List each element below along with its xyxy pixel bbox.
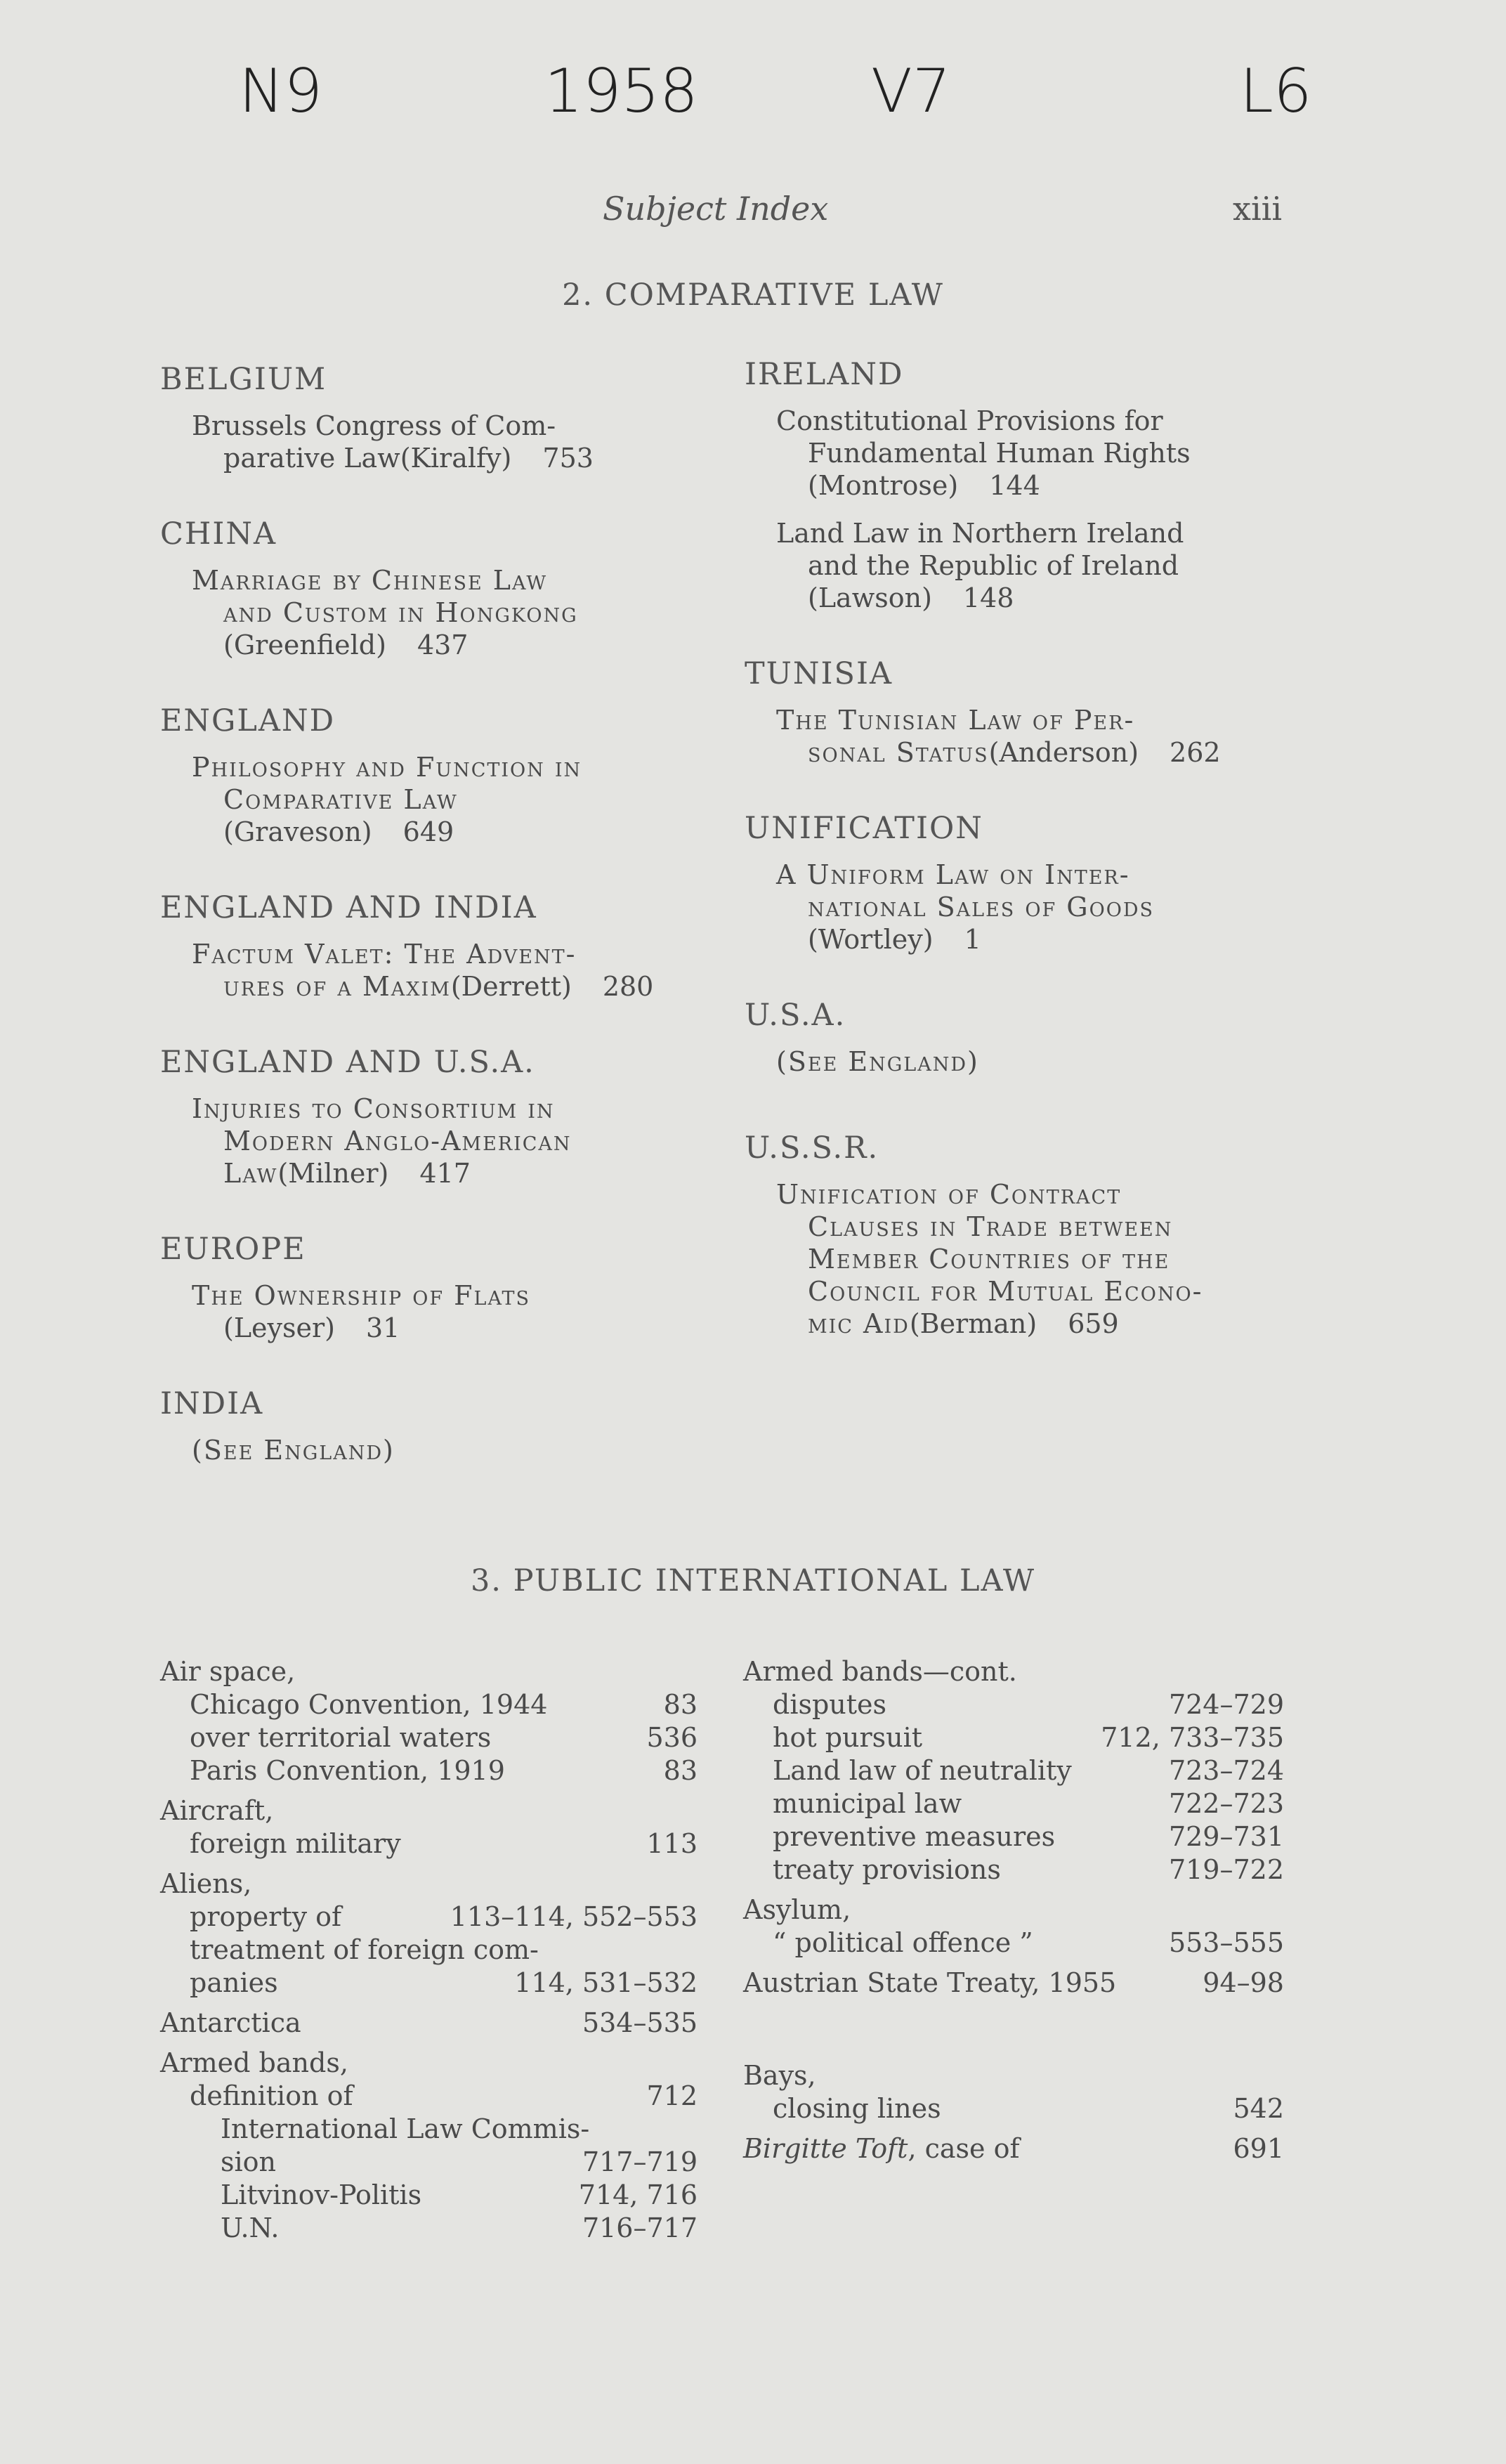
country-heading: CHINA [160, 516, 277, 552]
running-title: Subject Index [603, 190, 829, 228]
spacer [160, 1860, 698, 1867]
entry-author-line [776, 582, 1285, 614]
index-term: Land law of neutrality [773, 1755, 1072, 1786]
index-page-ref: 113–114, 552–553 [450, 1901, 698, 1932]
index-term: preventive measures [773, 1821, 1056, 1852]
article-entry [745, 859, 1285, 956]
article-title-line: Constitutional Provisions for [776, 405, 1163, 436]
article-title-line: ures of a Maxim [223, 971, 451, 1002]
index-entry [743, 1820, 1284, 1853]
index-entry [743, 2059, 1284, 2092]
index-term: panies [190, 1967, 278, 1998]
index-page-ref: 724–729 [1168, 1689, 1284, 1720]
index-entry [160, 1934, 698, 1967]
article-title-line: (See England) [776, 1046, 979, 1077]
index-term: Antarctica [160, 2007, 301, 2038]
index-term: Bays, [743, 2060, 816, 2091]
country-block [160, 1232, 701, 1344]
index-term: closing lines [773, 2093, 941, 2124]
index-right-column [743, 1655, 1284, 2165]
index-term: property of [190, 1901, 342, 1932]
country-block [160, 703, 701, 848]
article-title-line: A Uniform Law on Inter- [776, 859, 1130, 890]
article-title-line: Member Countries of the [808, 1244, 1170, 1275]
country-block [745, 656, 1285, 769]
author: (Anderson) [988, 737, 1139, 768]
handwritten-mark-2: 1958 [544, 56, 698, 126]
article-title-line: Council for Mutual Econo- [808, 1276, 1203, 1307]
index-entry [743, 1655, 1284, 1688]
article-entry [160, 751, 701, 848]
entry-last-line [192, 442, 701, 474]
author: (Derrett) [450, 971, 572, 1002]
index-entry [160, 1721, 698, 1754]
index-page-ref: 83 [663, 1689, 698, 1720]
article-title-line: (See England) [192, 1435, 395, 1466]
country-block [745, 998, 1285, 1078]
index-page-ref: 722–723 [1168, 1788, 1284, 1819]
author: (Kiralfy) [400, 443, 512, 474]
article-title-line: The Ownership of Flats [192, 1280, 530, 1311]
article-title-line: national Sales of Goods [808, 892, 1155, 923]
index-page-ref: 113 [646, 1828, 698, 1859]
handwritten-mark-1: N9 [239, 56, 323, 126]
index-entry [743, 1721, 1284, 1754]
spacer [160, 2000, 698, 2007]
index-term: Austrian State Treaty, 1955 [743, 1967, 1117, 1998]
index-page-ref: 94–98 [1203, 1967, 1284, 1998]
index-term: Aircraft, [160, 1795, 274, 1826]
article-title-line: The Tunisian Law of Per- [776, 705, 1135, 736]
index-page-ref: 83 [663, 1755, 698, 1786]
index-entry [160, 1867, 698, 1901]
index-entry [743, 1967, 1284, 2000]
index-entry [743, 2092, 1284, 2125]
index-entry [743, 1787, 1284, 1820]
index-term: disputes [773, 1689, 887, 1720]
comparative-law-right-column [745, 357, 1285, 1382]
index-term: definition of [190, 2080, 353, 2111]
page-ref: 144 [989, 470, 1040, 501]
entry-last-line [192, 970, 701, 1003]
section-heading-comparative-law: 2. COMPARATIVE LAW [562, 278, 944, 313]
article-entry [160, 1434, 701, 1466]
page-ref: 1 [964, 924, 981, 955]
author: (Graveson) [223, 816, 372, 847]
country-heading: UNIFICATION [745, 811, 983, 846]
author: (Milner) [277, 1158, 389, 1189]
index-entry [160, 1794, 698, 1827]
article-title-line: Modern Anglo-American [223, 1126, 572, 1156]
country-heading: TUNISIA [745, 656, 893, 691]
spacer [743, 2125, 1284, 2132]
country-block [160, 1386, 701, 1466]
index-term: Air space, [160, 1656, 296, 1687]
index-term: Aliens, [160, 1868, 252, 1899]
page-ref: 262 [1170, 737, 1221, 768]
article-title-line: Marriage by Chinese Law [192, 565, 548, 596]
index-term: Armed bands—cont. [743, 1656, 1017, 1687]
article-entry [745, 405, 1285, 502]
handwritten-mark-4: L6 [1240, 56, 1312, 126]
country-heading: ENGLAND [160, 703, 336, 738]
index-term: Chicago Convention, 1944 [190, 1689, 548, 1720]
spacer [743, 1960, 1284, 1967]
index-term: foreign military [190, 1828, 401, 1859]
article-entry [160, 410, 701, 474]
comparative-law-left-column [160, 362, 701, 1508]
country-heading: IRELAND [745, 357, 904, 392]
country-heading: EUROPE [160, 1232, 306, 1267]
index-entry [160, 2146, 698, 2179]
entry-last-line [192, 1157, 701, 1189]
index-term: Armed bands, [160, 2047, 348, 2078]
page-ref: 437 [417, 630, 469, 660]
index-entry [160, 2113, 698, 2146]
page-ref: 649 [402, 816, 454, 847]
index-entry [743, 1853, 1284, 1886]
page-ref: 148 [962, 582, 1014, 613]
spacer [743, 2000, 1284, 2059]
index-page-ref: 553–555 [1168, 1927, 1284, 1958]
article-title-line: Injuries to Consortium in [192, 1093, 555, 1124]
index-entry [160, 2179, 698, 2212]
country-heading: BELGIUM [160, 362, 327, 397]
index-page-ref: 716–717 [582, 2212, 698, 2243]
country-heading: U.S.A. [745, 998, 846, 1033]
index-term: Litvinov-Politis [221, 2179, 422, 2210]
spacer [743, 1886, 1284, 1893]
index-left-column [160, 1655, 698, 2245]
index-entry [743, 1927, 1284, 1960]
index-term: “ political offence ” [773, 1927, 1033, 1958]
page-ref: 417 [419, 1158, 471, 1189]
article-title-line: Land Law in Northern Ireland [776, 518, 1184, 549]
page-ref: 753 [542, 443, 594, 474]
index-term: Asylum, [743, 1894, 851, 1925]
article-title-line: parative Law [223, 443, 400, 474]
article-title-line: Clauses in Trade between [808, 1211, 1173, 1242]
article-entry [745, 1045, 1285, 1078]
article-entry [160, 938, 701, 1003]
country-block [160, 362, 701, 474]
page-number: xiii [1233, 190, 1283, 228]
article-entry [160, 1279, 701, 1344]
spacer [160, 2040, 698, 2047]
entry-last-line [776, 1308, 1285, 1340]
index-entry [160, 1754, 698, 1787]
country-heading: ENGLAND AND INDIA [160, 890, 537, 925]
index-term: sion [221, 2146, 277, 2177]
country-heading: ENGLAND AND U.S.A. [160, 1045, 535, 1080]
article-entry [745, 517, 1285, 614]
entry-last-line [776, 736, 1285, 769]
index-term: municipal law [773, 1788, 962, 1819]
index-page-ref: 114, 531–532 [514, 1967, 698, 1998]
index-page-ref: 712 [646, 2080, 698, 2111]
article-title-line: sonal Status [808, 737, 989, 768]
article-title-line: Philosophy and Function in [192, 752, 582, 783]
index-page-ref: 717–719 [582, 2146, 698, 2177]
index-entry [743, 2132, 1284, 2165]
entry-author-line [192, 1312, 701, 1344]
index-page-ref: 691 [1233, 2133, 1284, 2164]
index-term: hot pursuit [773, 1722, 923, 1753]
index-entry [160, 1967, 698, 2000]
page-ref: 31 [366, 1312, 400, 1343]
index-entry [160, 1688, 698, 1721]
page-ref: 280 [602, 971, 654, 1002]
index-entry [160, 2007, 698, 2040]
article-entry [160, 1093, 701, 1189]
index-page-ref: 534–535 [582, 2007, 698, 2038]
entry-author-line [192, 816, 701, 848]
article-title-line: Unification of Contract [776, 1179, 1122, 1210]
article-title-line: Brussels Congress of Com- [192, 410, 556, 441]
article-title-line: and Custom in Hongkong [223, 597, 578, 628]
country-block [745, 811, 1285, 956]
article-title-line: mic Aid [808, 1308, 910, 1339]
author: (Greenfield) [223, 630, 386, 660]
article-title-line: Factum Valet: The Advent- [192, 939, 577, 970]
index-term: Birgitte Toft, case of [743, 2133, 1020, 2164]
index-page-ref: 542 [1233, 2093, 1284, 2124]
index-page-ref: 723–724 [1168, 1755, 1284, 1786]
entry-author-line [776, 923, 1285, 956]
index-entry [743, 1754, 1284, 1787]
index-term: treaty provisions [773, 1854, 1001, 1885]
article-title-line: Law [223, 1158, 278, 1189]
index-term: International Law Commis- [221, 2113, 590, 2144]
index-entry [160, 2047, 698, 2080]
index-page-ref: 719–722 [1168, 1854, 1284, 1885]
index-entry [160, 1901, 698, 1934]
index-page-ref: 729–731 [1168, 1821, 1284, 1852]
author: (Lawson) [808, 582, 932, 613]
index-page-ref: 714, 716 [578, 2179, 698, 2210]
entry-author-line [192, 629, 701, 661]
author: (Berman) [909, 1308, 1037, 1339]
index-entry [743, 1688, 1284, 1721]
index-entry [160, 1655, 698, 1688]
article-title-line: and the Republic of Ireland [808, 550, 1179, 581]
country-block [160, 1045, 701, 1189]
author: (Montrose) [808, 470, 959, 501]
author: (Wortley) [808, 924, 934, 955]
country-block [745, 1130, 1285, 1340]
article-title-line: Fundamental Human Rights [808, 438, 1191, 469]
index-term: U.N. [221, 2212, 280, 2243]
article-entry [745, 704, 1285, 769]
index-entry [743, 1893, 1284, 1927]
country-heading: U.S.S.R. [745, 1130, 879, 1166]
article-title-line: Comparative Law [223, 784, 458, 815]
author: (Leyser) [223, 1312, 335, 1343]
index-page-ref: 536 [646, 1722, 698, 1753]
page-ref: 659 [1068, 1308, 1119, 1339]
index-page-ref: 712, 733–735 [1101, 1722, 1284, 1753]
section-heading-public-international-law: 3. PUBLIC INTERNATIONAL LAW [470, 1563, 1036, 1598]
index-term: Paris Convention, 1919 [190, 1755, 505, 1786]
handwritten-mark-3: V7 [871, 56, 951, 126]
country-block [745, 357, 1285, 614]
index-entry [160, 2080, 698, 2113]
index-term: treatment of foreign com- [190, 1934, 539, 1965]
article-entry [160, 564, 701, 661]
article-entry [745, 1178, 1285, 1340]
country-block [160, 516, 701, 661]
index-entry [160, 2212, 698, 2245]
country-heading: INDIA [160, 1386, 264, 1421]
spacer [160, 1787, 698, 1794]
index-term: over territorial waters [190, 1722, 492, 1753]
index-entry [160, 1827, 698, 1860]
country-block [160, 890, 701, 1003]
entry-author-line [776, 469, 1285, 502]
